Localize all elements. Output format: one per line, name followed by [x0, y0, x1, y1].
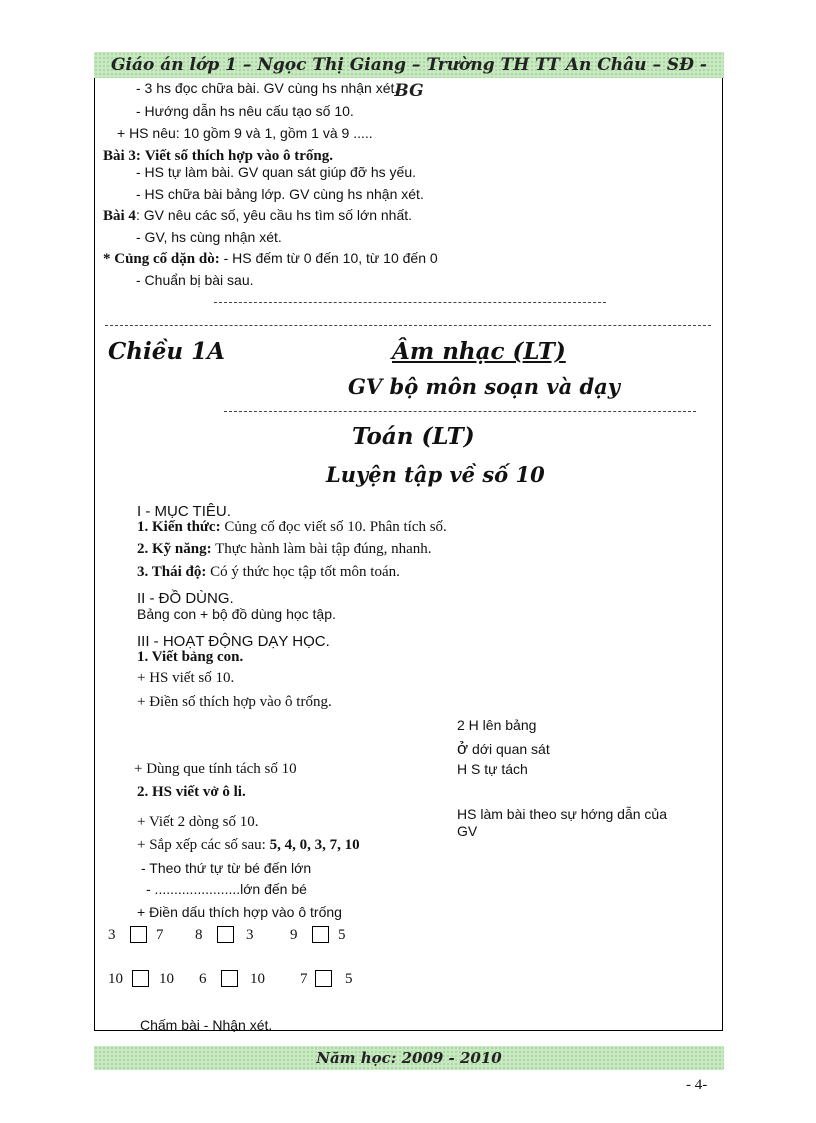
activity-line: + Dùng que tính tách số 10 [134, 761, 297, 777]
line: - Hướng dẫn hs nêu cấu tạo số 10. [136, 103, 354, 119]
activity-line: + Viết 2 dòng số 10. [137, 814, 259, 830]
cungco-line: * Củng cố dặn dò: - HS đếm từ 0 đến 10, từ 10 đến 0 [103, 250, 438, 267]
footer-band [94, 1046, 724, 1070]
line: - Chuẩn bị bài sau. [136, 272, 254, 288]
divider [214, 302, 606, 303]
answer-box[interactable] [217, 926, 234, 943]
compare-right: 3 [246, 927, 254, 943]
compare-left: 9 [290, 927, 298, 943]
compare-left: 10 [108, 971, 123, 987]
compare-left: 8 [195, 927, 203, 943]
section-heading: II - ĐỒ DÙNG. [137, 590, 234, 607]
compare-left: 6 [199, 971, 207, 987]
compare-left: 3 [108, 927, 116, 943]
divider [224, 411, 696, 412]
footer-text: Năm học: 2009 - 2010 [316, 1049, 502, 1067]
line: + HS nêu: 10 gồm 9 và 1, gồm 1 và 9 ..... [117, 125, 373, 141]
compare-right: 5 [338, 927, 346, 943]
activity-heading: 1. Viết bảng con. [137, 649, 244, 665]
section-heading: III - HOẠT ĐỘNG DẠY HỌC. [137, 633, 330, 650]
session-label: Chiều 1A [108, 338, 225, 365]
answer-box[interactable] [312, 926, 329, 943]
line: - HS chữa bài bảng lớp. GV cùng hs nhận xét. [136, 186, 424, 202]
line: - 3 hs đọc chữa bài. GV cùng hs nhận xét. [136, 80, 399, 96]
student-note: HS làm bài theo sự hớng dẫn của [457, 806, 668, 822]
compare-left: 7 [300, 971, 308, 987]
activity-line: - Theo thứ tự từ bé đến lớn [141, 860, 312, 876]
page-number: - 4- [686, 1077, 708, 1093]
student-note: ở dới quan sát [457, 739, 550, 758]
compare-right: 7 [156, 927, 164, 943]
header-text: Giáo án lớp 1 – Ngọc Thị Giang – Trường TH TT An Châu – SĐ - BG [111, 55, 707, 101]
bai3-line: Bài 3: Viết số thích hợp vào ô trống. [103, 148, 333, 164]
activity-line: + HS viết số 10. [137, 670, 235, 686]
student-note: 2 H lên bảng [457, 717, 537, 733]
compare-right: 10 [250, 971, 265, 987]
objective-skill: 2. Kỹ năng: Thực hành làm bài tập đúng, nhanh. [137, 541, 432, 557]
objective-knowledge: 1. Kiến thức: Củng cố đọc viết số 10. Phân tích số. [137, 519, 447, 535]
compare-right: 5 [345, 971, 353, 987]
student-note: H S tự tách [457, 761, 528, 777]
activity-heading: 2. HS viết vở ô li. [137, 784, 246, 800]
student-note: GV [457, 823, 478, 839]
section-heading: I - MỤC TIÊU. [137, 503, 231, 520]
answer-box[interactable] [315, 970, 332, 987]
answer-box[interactable] [132, 970, 149, 987]
answer-box[interactable] [130, 926, 147, 943]
activity-line: - ......................lớn đến bé [146, 881, 307, 897]
closing-line: Chấm bài - Nhận xét. [140, 1017, 273, 1033]
line: - HS tự làm bài. GV quan sát giúp đỡ hs yếu. [136, 164, 417, 180]
lesson-title: Luyện tập về số 10 [326, 462, 545, 487]
lesson-subject: Toán (LT) [352, 423, 475, 450]
teacher-note: GV bộ môn soạn và dạy [348, 374, 620, 399]
activity-line: + Điền số thích hợp vào ô trống. [137, 694, 332, 710]
activity-line: + Sắp xếp các số sau: 5, 4, 0, 3, 7, 10 [137, 837, 360, 853]
objective-attitude: 3. Thái độ: Có ý thức học tập tốt môn toán. [137, 564, 400, 580]
answer-box[interactable] [221, 970, 238, 987]
line: - GV, hs cùng nhận xét. [136, 229, 282, 245]
subject-title: Âm nhạc (LT) [392, 338, 566, 365]
materials-text: Bảng con + bộ đồ dùng học tập. [137, 606, 336, 622]
bai4-line: Bài 4: GV nêu các số, yêu cầu hs tìm số lớn nhất. [103, 207, 413, 224]
compare-right: 10 [159, 971, 174, 987]
activity-line: + Điền dấu thích hợp vào ô trống [137, 904, 342, 920]
divider [105, 325, 711, 326]
